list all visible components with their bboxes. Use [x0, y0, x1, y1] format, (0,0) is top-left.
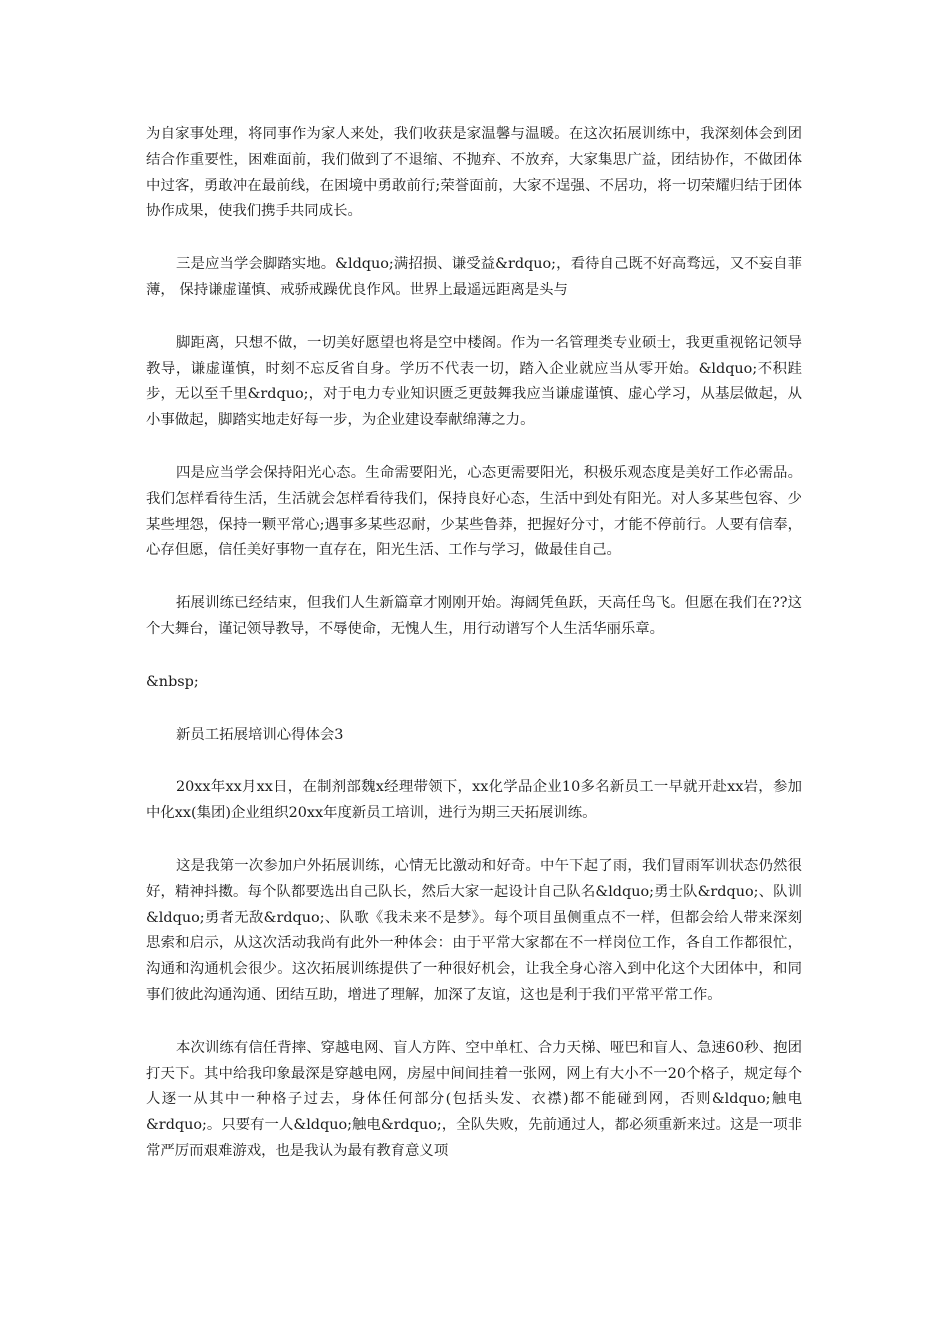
paragraph-6: 20xx年xx月xx日，在制剂部魏x经理带领下，xx化学品企业10多名新员工一早就开赴xx岩，参加中化xx(集团)企业组织20xx年度新员工培训，进行为期三天拓展训练。	[146, 779, 802, 822]
document-body	[146, 122, 802, 1192]
paragraph-2: 三是应当学会脚踏实地。&ldquo;满招损、谦受益&rdquo;，看待自己既不好高骛远，又不妄自菲薄， 保持谦虚谨慎、戒骄戒躁优良作风。世界上最遥远距离是头与	[146, 256, 802, 298]
paragraph-5: 拓展训练已经结束，但我们人生新篇章才刚刚开始。海阔凭鱼跃，天高任鸟飞。但愿在我们在??这个大舞台，谨记领导教导，不辱使命，无愧人生，用行动谱写个人生活华丽乐章。	[146, 595, 802, 637]
paragraph-1: 为自家事处理，将同事作为家人来处，我们收获是家温馨与温暖。在这次拓展训练中，我深刻体会到团结合作重要性，困难面前，我们做到了不退缩、不抛弃、不放弃，大家集思广益，团结协作，不做团体中过客，勇敢冲在最前线，在困境中勇敢前行;荣誉面前，大家不逞强、不居功，将一切荣耀归结于团体协作成果，使我们携手共同成长。	[146, 126, 802, 220]
paragraph-4: 四是应当学会保持阳光心态。生命需要阳光，心态更需要阳光，积极乐观态度是美好工作必需品。我们怎样看待生活，生活就会怎样看待我们，保持良好心态，生活中到处有阳光。对人多某些包容、少某些埋怨，保持一颗平常心;遇事多某些忍耐，少某些鲁莽，把握好分寸，才能不停前行。人要有信奉，心存但愿，信任美好事物一直存在，阳光生活、工作与学习，做最佳自己。	[146, 464, 802, 559]
paragraph-7: 这是我第一次参加户外拓展训练，心情无比激动和好奇。中午下起了雨，我们冒雨军训状态仍然很好，精神抖擞。每个队都要选出自己队长，然后大家一起设计自己队名&ldquo;勇士队&rdquo;、队训&ldquo;勇者无敌&rdquo;、队歌《我未来不是梦》。每个项目虽侧重点不一样，但都会给人带来深刻思索和启示，从这次活动我尚有此外一种体会：由于平常大家都在不一样岗位工作，各自工作都很忙，沟通和沟通机会很少。这次拓展训练提供了一种很好机会，让我全身心溶入到中化这个大团体中，和同事们彼此沟通沟通、团结互助，增进了理解，加深了友谊，这也是利于我们平常平常工作。	[146, 857, 802, 1003]
paragraph-8: 本次训练有信任背摔、穿越电网、盲人方阵、空中单杠、合力天梯、哑巴和盲人、急速60秒、抱团打天下。其中给我印象最深是穿越电网，房屋中间间挂着一张网，网上有大小不一20个格子，规定每个人逐一从其中一种格子过去，身体任何部分(包括头发、衣襟)都不能碰到网，否则&ldquo;触电&rdquo;。只要有一人&ldquo;触电&rdquo;，全队失败，先前通过人，都必须重新来过。这是一项非常严厉而艰难游戏，也是我认为最有教育意义项	[146, 1039, 802, 1159]
paragraph-nbsp: &nbsp;	[146, 673, 199, 690]
section-heading: 新员工拓展培训心得体会3	[176, 726, 344, 743]
paragraph-3: 脚距离，只想不做，一切美好愿望也将是空中楼阁。作为一名管理类专业硕士，我更重视铭记领导教导，谦虚谨慎，时刻不忘反省自身。学历不代表一切，踏入企业就应当从零开始。&ldquo;不积跬步，无以至千里&rdquo;，对于电力专业知识匮乏更鼓舞我应当谦虚谨慎、虚心学习，从基层做起，从小事做起，脚踏实地走好每一步，为企业建设奉献绵薄之力。	[146, 334, 802, 429]
